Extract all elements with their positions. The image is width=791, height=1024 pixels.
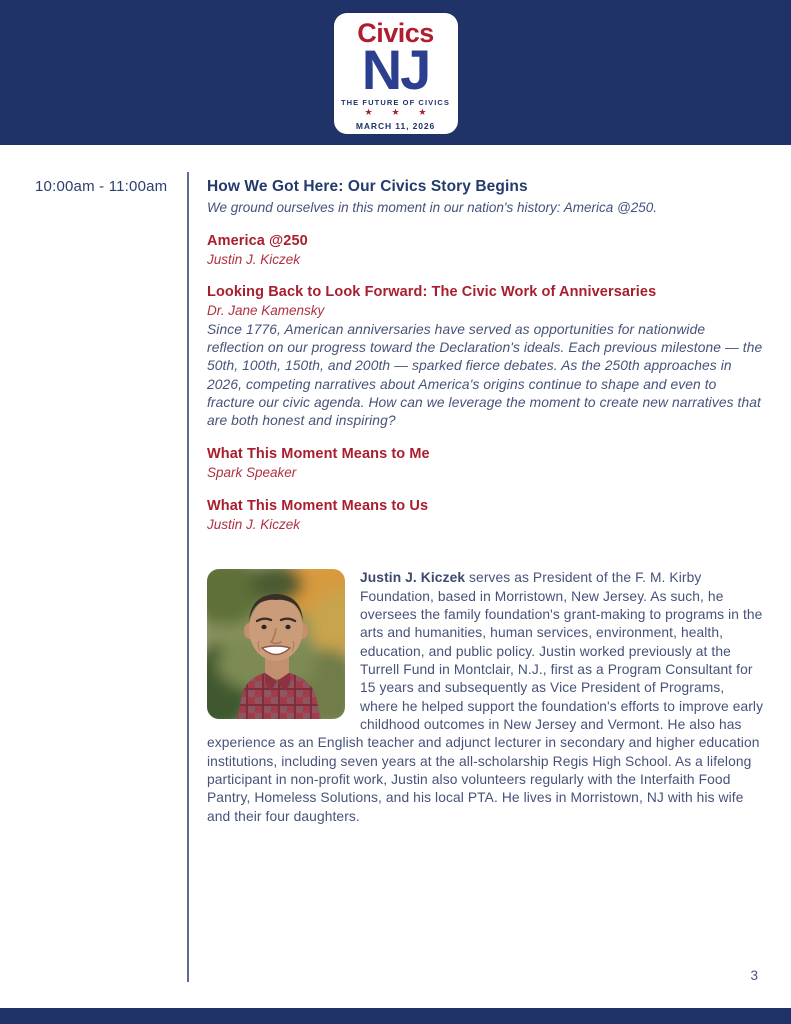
agenda-item-description: Since 1776, American anniversaries have served as opportunities for nationwide reflection on our progress toward the Declaration's ideals. Each previous milestone — the 50th, 100th, 150th, and 200th — sparked fierce debates. As the 250th approaches in 2026, competing narratives about America's origins continue to shape and even to fracture our civic agenda. How can we leverage the moment to create new narratives that are both honest and inspiring? bbox=[207, 322, 763, 429]
agenda-item-title: Looking Back to Look Forward: The Civic Work of Anniversaries bbox=[207, 284, 657, 301]
vertical-divider bbox=[187, 172, 189, 982]
civics-nj-logo bbox=[334, 13, 458, 134]
agenda-item bbox=[207, 446, 766, 482]
agenda-item bbox=[207, 284, 766, 430]
agenda-item-title: What This Moment Means to Me bbox=[207, 446, 430, 463]
agenda-item-title: What This Moment Means to Us bbox=[207, 497, 429, 514]
logo-nj-text: NJ bbox=[361, 38, 430, 101]
header-band bbox=[0, 0, 791, 145]
logo-date: MARCH 11, 2026 bbox=[355, 120, 436, 131]
session-subtitle: We ground ourselves in this moment in our nation's history: America @250. bbox=[207, 200, 657, 216]
speaker-photo bbox=[207, 569, 345, 719]
session-content bbox=[207, 177, 766, 826]
agenda-item bbox=[207, 498, 766, 534]
stars-icon: ★ ★ ★ bbox=[364, 107, 435, 118]
agenda-item-speaker: Justin J. Kiczek bbox=[207, 251, 301, 267]
page-number: 3 bbox=[750, 968, 758, 983]
agenda-item bbox=[207, 233, 766, 269]
speaker-bio bbox=[207, 569, 766, 826]
speaker-name: Justin J. Kiczek bbox=[360, 570, 466, 586]
agenda-item-speaker: Justin J. Kiczek bbox=[207, 516, 301, 532]
logo-tagline: THE FUTURE OF CIVICS bbox=[340, 97, 451, 107]
logo-civics-text: Civics bbox=[357, 18, 434, 48]
footer-band bbox=[0, 1008, 791, 1024]
agenda-item-speaker: Spark Speaker bbox=[207, 465, 297, 481]
agenda-item-title: America @250 bbox=[207, 232, 308, 249]
agenda-item-speaker: Dr. Jane Kamensky bbox=[207, 303, 325, 319]
session-time: 10:00am - 11:00am bbox=[35, 178, 168, 195]
session-title: How We Got Here: Our Civics Story Begins bbox=[207, 178, 528, 195]
speaker-bio-body: serves as President of the F. M. Kirby Foundation, based in Morristown, New Jersey. As such, he oversees the family foundation's grant-making to programs in the arts and humanities, human services, environment, health, education, and public policy. Justin worked previously at the Turrell Fund in Montclair, N.J., first as a Program Consultant for 15 years and subsequently as Vice President of Programs, where he helped support the foundation's efforts to improve early childhood outcomes in New Jersey and Vermont. He also has experience as an English teacher and adjunct lecturer in secondary and higher education institutions, including seven years at the all-scholarship Regis High School. As a lifelong participant in non-profit work, Justin also volunteers regularly with the Interfaith Food Pantry, Homeless Solutions, and his local PTA. He lives in Morristown, NJ with his wife and their four daughters. bbox=[207, 570, 764, 824]
